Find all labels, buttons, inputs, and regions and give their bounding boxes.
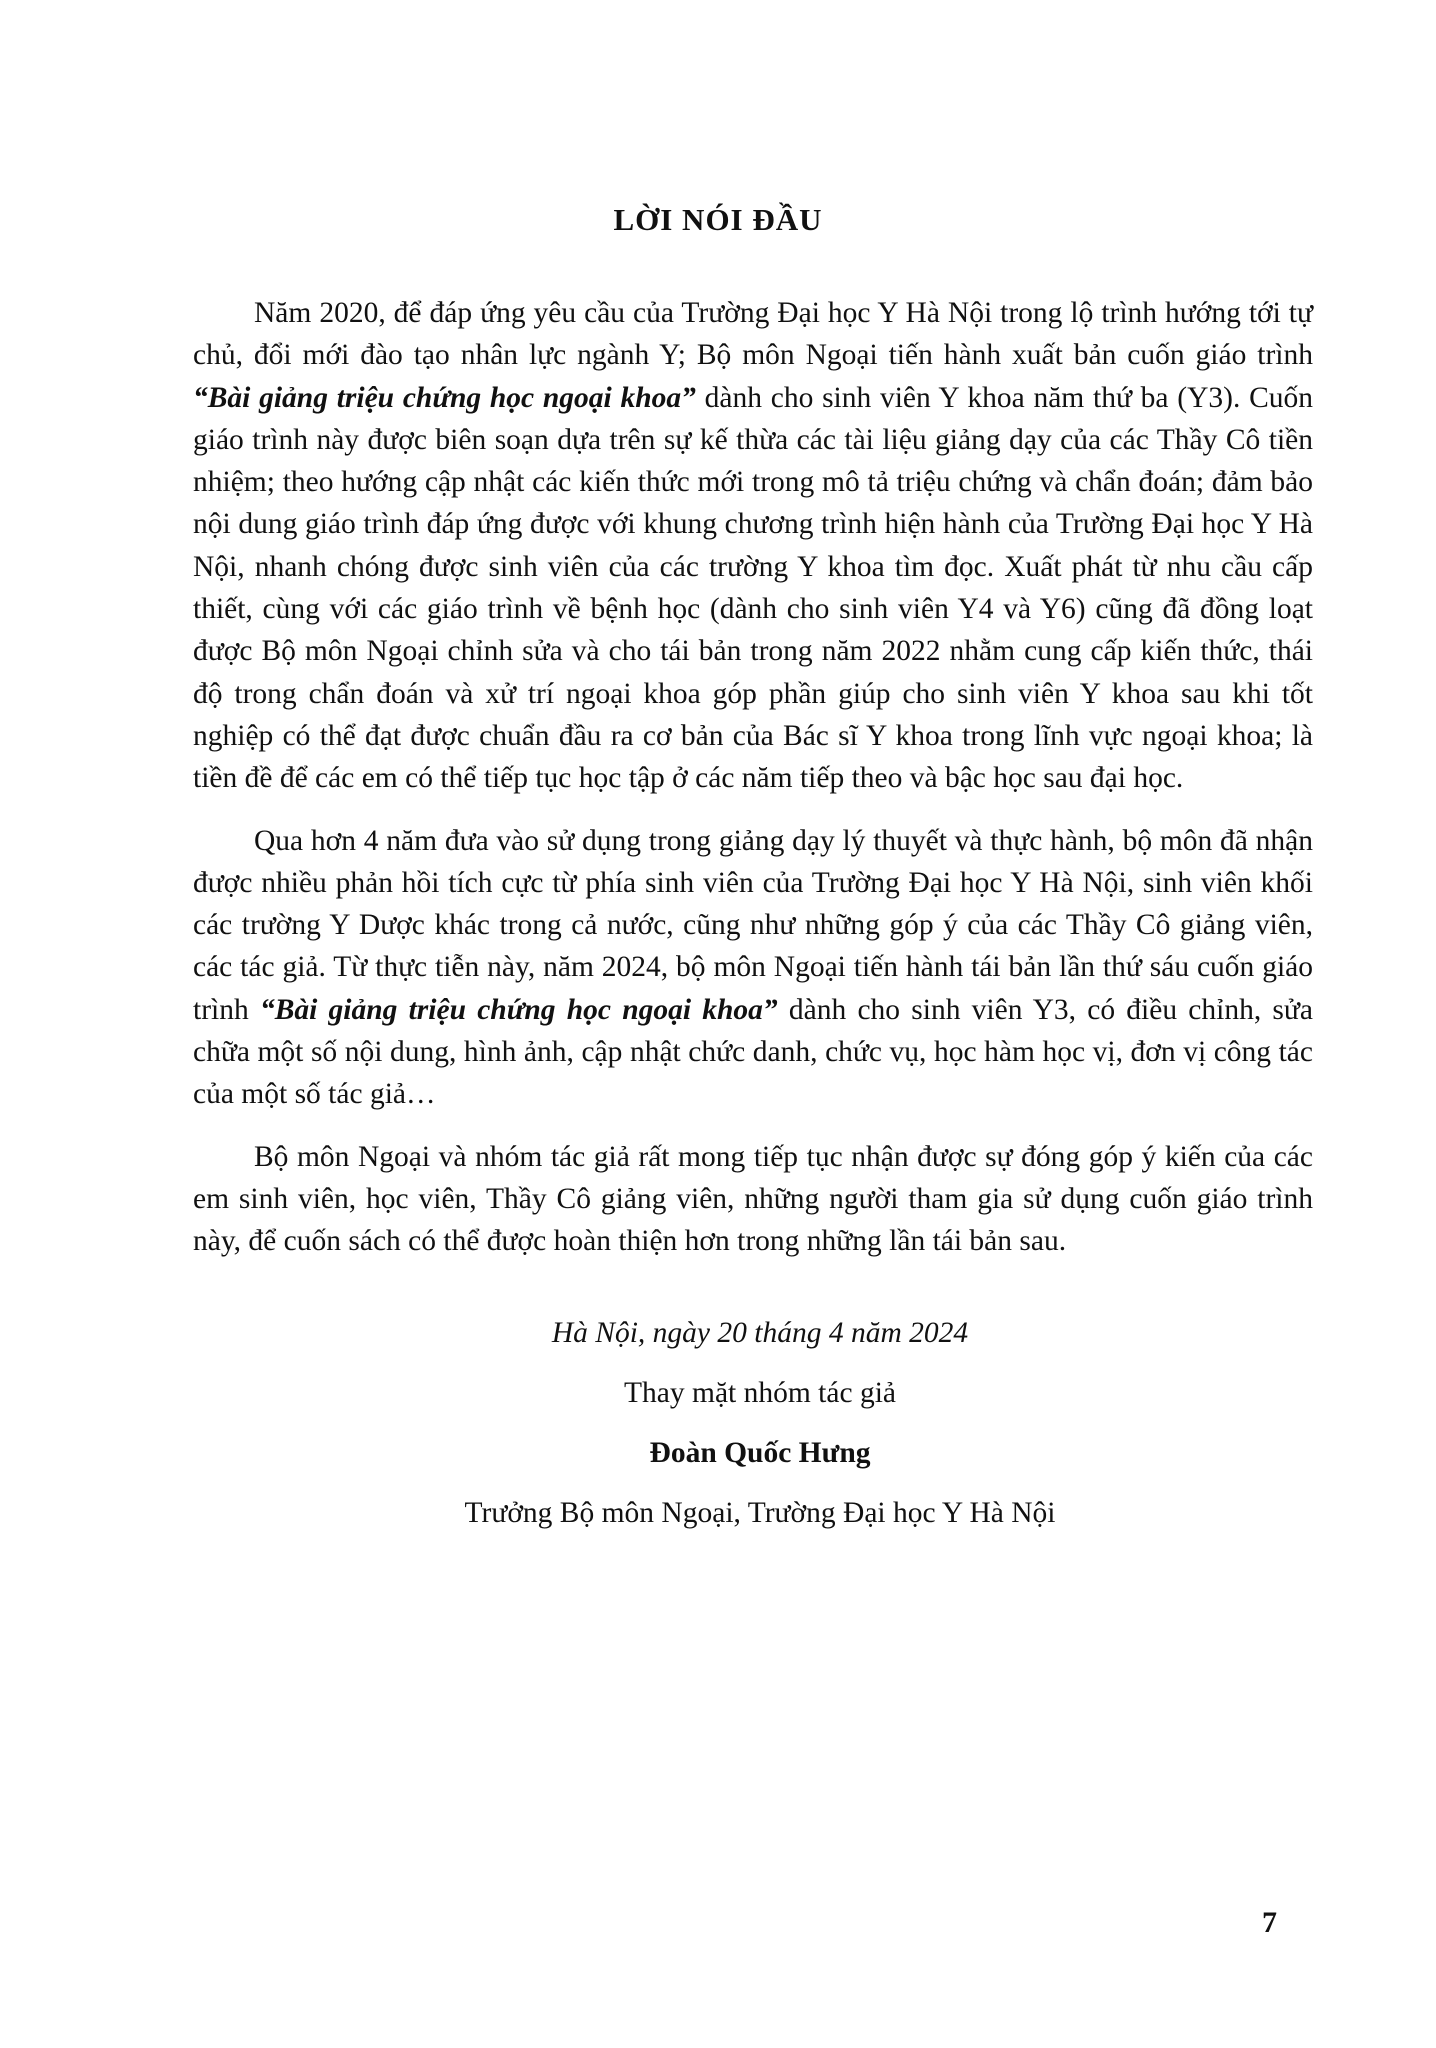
paragraph-1-text-start: Năm 2020, để đáp ứng yêu cầu của Trường Đại học Y Hà Nội trong lộ trình hướng tới tự chủ, đổi mới đào tạo nhân lực ngành Y; Bộ môn Ngoại tiến hành xuất bản cuốn giáo trình — [193, 297, 1313, 372]
signature-name-text: Đoàn Quốc Hưng — [649, 1437, 871, 1469]
paragraph-1-text-end: dành cho sinh viên Y khoa năm thứ ba (Y3). Cuốn giáo trình này được biên soạn dựa trên sự kế thừa các tài liệu giảng dạy của các Thầy Cô tiền nhiệm; theo hướng cập nhật các kiến thức mới trong mô tả triệu chứng và chẩn đoán; đảm bảo nội dung giáo trình đáp ứng được với khung chương trình hiện hành của Trường Đại học Y Hà Nội, nhanh chóng được sinh viên của các trường Y khoa tìm đọc. Xuất phát từ nhu cầu cấp thiết, cùng với các giáo trình về bệnh học (dành cho sinh viên Y4 và Y6) cũng đã đồng loạt được Bộ môn Ngoại chỉnh sửa và cho tái bản trong năm 2022 nhằm cung cấp kiến thức, thái độ trong chẩn đoán và xử trí ngoại khoa góp phần giúp cho sinh viên Y khoa sau khi tốt nghiệp có thể đạt được chuẩn đầu ra cơ bản của Bác sĩ Y khoa trong lĩnh vực ngoại khoa; là tiền đề để các em có thể tiếp tục học tập ở các năm tiếp theo và bậc học sau đại học. — [193, 381, 1314, 795]
signature-on-behalf-text: Thay mặt nhóm tác giả — [624, 1377, 896, 1409]
page-title: LỜI NÓI ĐẦU — [613, 202, 823, 237]
paragraph-1-book-title: “Bài giảng triệu chứng học ngoại khoa” — [193, 381, 696, 414]
signature-date-text: Hà Nội, ngày 20 tháng 4 năm 2024 — [551, 1317, 969, 1349]
paragraph-2-text-start: Qua hơn 4 năm đưa vào sử dụng trong giảng dạy lý thuyết và thực hành, bộ môn đã nhận được nhiều phản hồi tích cực từ phía sinh viên của Trường Đại học Y Hà Nội, sinh viên khối các trường Y Dược khác trong cả nước, cũng như những góp ý của các Thầy Cô giảng viên, các tác giả. Từ thực tiễn này, năm 2024, bộ môn Ngoại tiến hành tái bản lần thứ sáu cuốn giáo trình — [193, 824, 1313, 1026]
preface-body — [193, 292, 1313, 1283]
page-number: 7 — [1262, 1906, 1277, 1939]
signature-role-text: Trưởng Bộ môn Ngoại, Trường Đại học Y Hà Nội — [464, 1497, 1056, 1529]
paragraph-2-book-title: “Bài giảng triệu chứng học ngoại khoa” — [259, 993, 778, 1026]
paragraph-2-text-end: dành cho sinh viên Y3, có điều chỉnh, sửa chữa một số nội dung, hình ảnh, cập nhật chức danh, chức vụ, học hàm học vị, đơn vị công tác của một số tác giả… — [193, 993, 1313, 1111]
paragraph-1 — [193, 292, 1313, 800]
paragraph-3-text: Bộ môn Ngoại và nhóm tác giả rất mong tiếp tục nhận được sự đóng góp ý kiến của các em sinh viên, học viên, Thầy Cô giảng viên, những người tham gia sử dụng cuốn giáo trình này, để cuốn sách có thể được hoàn thiện hơn trong những lần tái bản sau. — [193, 1140, 1313, 1258]
paragraph-3 — [193, 1136, 1313, 1263]
paragraph-2 — [193, 820, 1313, 1116]
